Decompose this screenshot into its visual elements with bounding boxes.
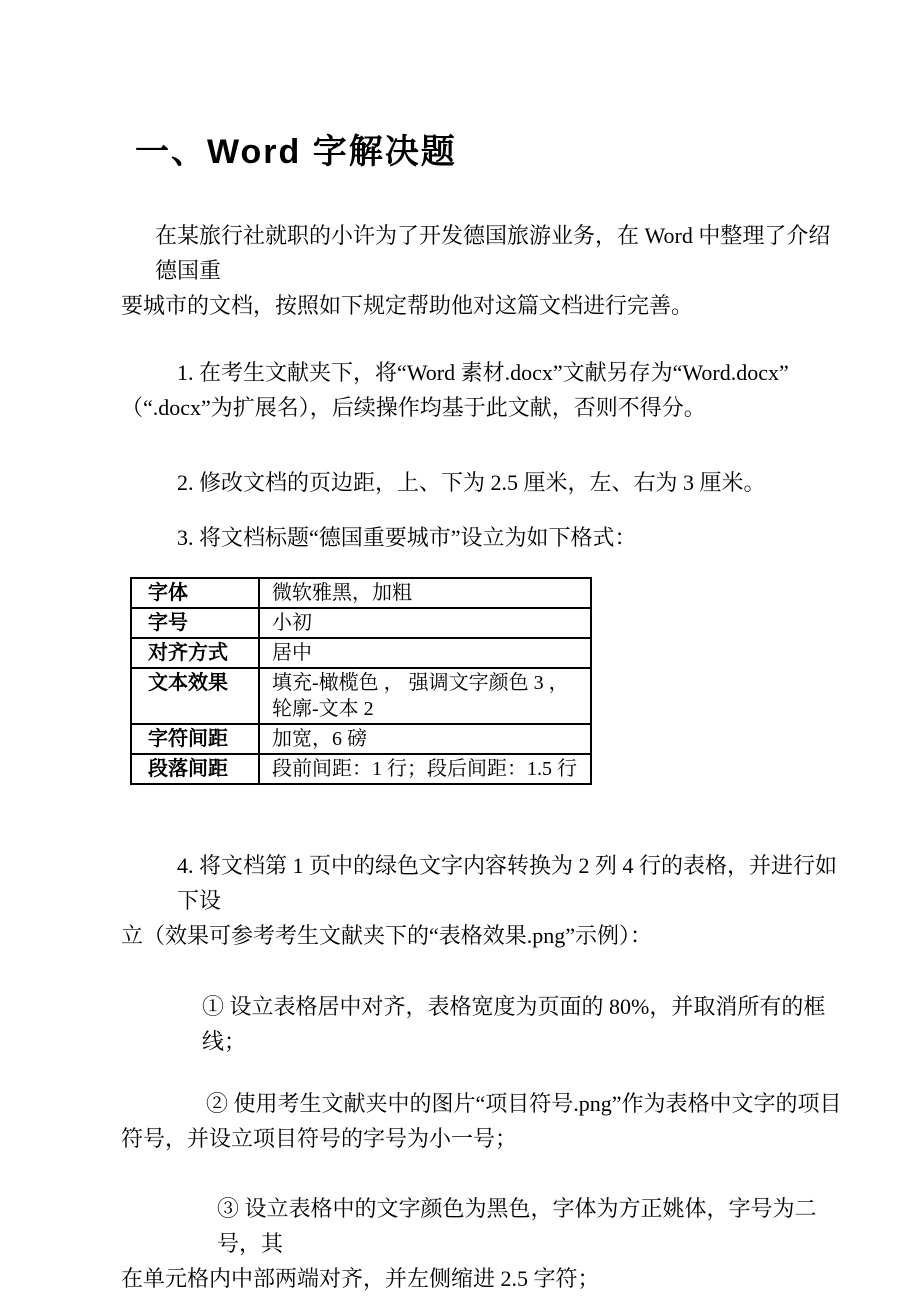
text-line: ① 设立表格居中对齐，表格宽度为页面的 80%，并取消所有的框线；: [202, 994, 826, 1054]
para-subtask-3: [121, 1191, 850, 1296]
text-line: 在单元格内中部两端对齐，并左侧缩进 2.5 字符；: [121, 1266, 600, 1291]
para-task-2: [121, 465, 850, 500]
format-value-cell: 填充-橄榄色 ， 强调文字颜色 3 ， 轮廓-文本 2: [259, 668, 591, 724]
para-task-1: [121, 355, 850, 425]
table-row: [131, 608, 591, 638]
text-line: ② 使用考生文献夹中的图片“项目符号.png”作为表格中文字的项目: [206, 1091, 842, 1116]
format-value-cell: 小初: [259, 608, 591, 638]
format-property-cell: 段落间距: [131, 754, 259, 784]
text-line: （“.docx”为扩展名），后续操作均基于此文献，否则不得分。: [121, 395, 706, 420]
table-row: [131, 668, 591, 724]
format-value-cell: 段前间距：1 行；段后间距：1.5 行: [259, 754, 591, 784]
para-task-4: [121, 848, 850, 953]
doc-body: [121, 218, 850, 1296]
format-value-cell: 微软雅黑，加粗: [259, 578, 591, 608]
text-line: 2. 修改文档的页边距，上、下为 2.5 厘米，左、右为 3 厘米。: [177, 470, 766, 495]
para-intro: [121, 218, 850, 323]
format-property-cell: 对齐方式: [131, 638, 259, 668]
format-property-cell: 文本效果: [131, 668, 259, 724]
text-line: 3. 将文档标题“德国重要城市”设立为如下格式：: [177, 525, 637, 550]
page-title: 一、Word 字解决题: [135, 133, 457, 171]
para-task-3: [121, 520, 850, 555]
format-property-cell: 字符间距: [131, 724, 259, 754]
format-value-cell: 加宽，6 磅: [259, 724, 591, 754]
format-value-cell: 居中: [259, 638, 591, 668]
para-subtask-1: [121, 989, 850, 1059]
text-line: 立（效果可参考考生文献夹下的“表格效果.png”示例）：: [121, 923, 653, 948]
para-subtask-2: [121, 1086, 850, 1156]
text-line: 在某旅行社就职的小许为了开发德国旅游业务，在 Word 中整理了介绍德国重: [155, 223, 831, 283]
text-line: 要城市的文档，按照如下规定帮助他对这篇文档进行完善。: [121, 293, 694, 318]
text-line: 4. 将文档第 1 页中的绿色文字内容转换为 2 列 4 行的表格，并进行如下设: [177, 853, 838, 913]
format-property-cell: 字号: [131, 608, 259, 638]
text-line: 符号，并设立项目符号的字号为小一号；: [121, 1126, 518, 1151]
table-row: [131, 578, 591, 608]
title-format-table: [130, 577, 592, 785]
table-row: [131, 724, 591, 754]
format-property-cell: 字体: [131, 578, 259, 608]
table-row: [131, 638, 591, 668]
text-line: 1. 在考生文献夹下，将“Word 素材.docx”文献另存为“Word.docx”: [177, 360, 789, 385]
text-line: ③ 设立表格中的文字颜色为黑色，字体为方正姚体，字号为二号，其: [217, 1196, 817, 1256]
table-row: [131, 754, 591, 784]
